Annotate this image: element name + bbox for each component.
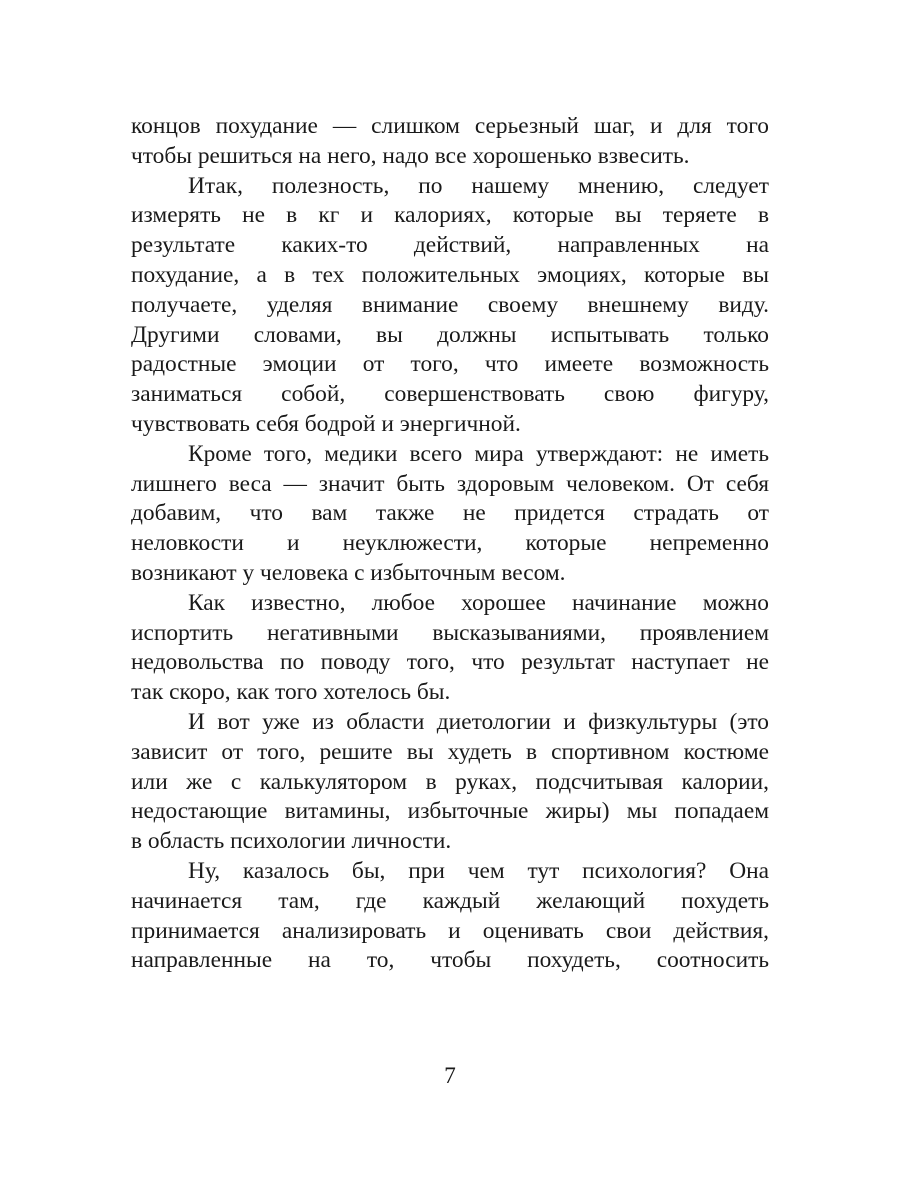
text-line: Ну, казалось бы, при чем тут психология? Она bbox=[188, 857, 769, 884]
text-line: заниматься собой, совершенствовать свою фигуру, bbox=[131, 381, 769, 408]
text-line: похудание, а в тех положительных эмоциях, которые вы bbox=[131, 261, 769, 288]
text-line: чтобы решиться на него, надо все хорошенько взвесить. bbox=[131, 142, 690, 169]
text-line: принимается анализировать и оценивать свои действия, bbox=[131, 917, 769, 944]
text-line: Как известно, любое хорошее начинание можно bbox=[188, 589, 769, 616]
text-line: концов похудание — слишком серьезный шаг, и для того bbox=[131, 113, 769, 139]
text-line: испортить негативными высказываниями, проявлением bbox=[131, 619, 769, 646]
text-line: недостающие витамины, избыточные жиры) мы попадаем bbox=[131, 798, 769, 825]
text-line: лишнего веса — значит быть здоровым человеком. От себя bbox=[131, 470, 769, 497]
text-line: так скоро, как того хотелось бы. bbox=[131, 679, 451, 706]
text-line: начинается там, где каждый желающий похудеть bbox=[131, 887, 769, 914]
text-line: результате каких-то действий, направленных на bbox=[131, 232, 769, 259]
page-number: 7 bbox=[444, 1063, 456, 1089]
text-line: направленные на то, чтобы похудеть, соотносить bbox=[131, 947, 769, 974]
text-line: чувствовать себя бодрой и энергичной. bbox=[131, 410, 521, 437]
text-line: Кроме того, медики всего мира утверждают: не иметь bbox=[188, 440, 769, 467]
text-line: возникают у человека с избыточным весом. bbox=[131, 559, 566, 586]
text-line: недовольства по поводу того, что результат наступает не bbox=[131, 649, 769, 676]
text-line: И вот уже из области диетологии и физкультуры (это bbox=[188, 708, 769, 735]
text-line: радостные эмоции от того, что имеете возможность bbox=[131, 351, 769, 378]
text-line: зависит от того, решите вы худеть в спортивном костюме bbox=[131, 738, 769, 765]
text-line: или же с калькулятором в руках, подсчитывая калории, bbox=[131, 768, 769, 795]
text-line: получаете, уделяя внимание своему внешнему виду. bbox=[131, 291, 769, 318]
text-line: неловкости и неуклюжести, которые непременно bbox=[131, 530, 769, 557]
text-line: в область психологии личности. bbox=[131, 828, 452, 855]
text-line: измерять не в кг и калориях, которые вы теряете в bbox=[131, 202, 769, 229]
text-line: Итак, полезность, по нашему мнению, следует bbox=[188, 172, 769, 199]
text-line: добавим, что вам также не придется страдать от bbox=[131, 500, 769, 527]
text-line: Другими словами, вы должны испытывать только bbox=[131, 321, 769, 348]
body-text bbox=[131, 112, 769, 976]
